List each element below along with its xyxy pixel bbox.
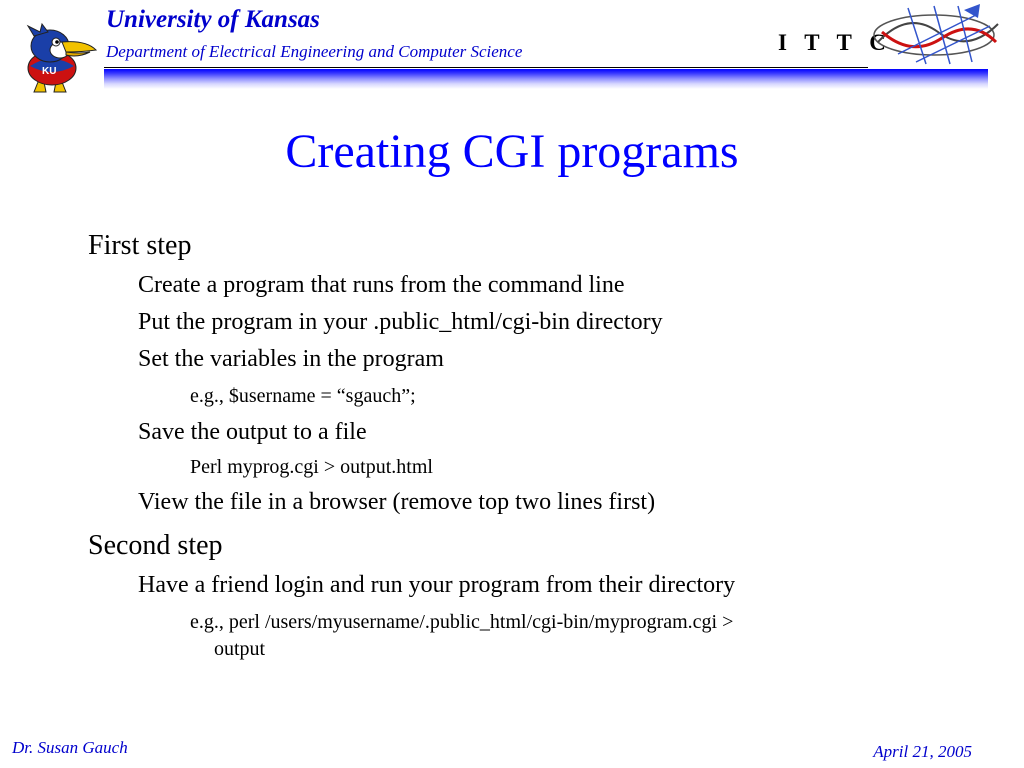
bullet-level-3: e.g., perl /users/myusername/.public_html/cgi-bin/myprogram.cgi > (190, 611, 734, 633)
bullet-level-2: Save the output to a file (138, 419, 367, 445)
bullet-level-2: Have a friend login and run your program from their directory (138, 572, 736, 598)
bullet-level-3-continuation: output (214, 638, 266, 660)
department-name: Department of Electrical Engineering and Computer Science (106, 42, 523, 61)
ku-logo-text: KU (42, 66, 57, 77)
ittc-label: I T T C (778, 30, 892, 55)
bullet-level-3: e.g., $username = “sgauch”; (190, 385, 416, 407)
slide-title: Creating CGI programs (285, 125, 739, 178)
bullet-level-2: Put the program in your .public_html/cgi-bin directory (138, 309, 663, 335)
bullet-level-2: Set the variables in the program (138, 346, 444, 372)
footer-author: Dr. Susan Gauch (12, 738, 128, 757)
header-divider (104, 67, 868, 68)
jayhawk-logo-icon (20, 22, 100, 94)
footer-date: April 21, 2005 (873, 742, 972, 761)
bullet-level-2: View the file in a browser (remove top two lines first) (138, 489, 656, 515)
ittc-globe-logo-icon (868, 2, 1004, 68)
bullet-level-2: Create a program that runs from the command line (138, 272, 625, 298)
bullet-level-1: Second step (88, 530, 223, 561)
header-gradient-bar (104, 69, 988, 89)
slide-header (0, 0, 1024, 100)
university-name: University of Kansas (106, 6, 320, 33)
bullet-level-1: First step (88, 230, 192, 261)
bullet-level-3: Perl myprog.cgi > output.html (190, 456, 433, 478)
